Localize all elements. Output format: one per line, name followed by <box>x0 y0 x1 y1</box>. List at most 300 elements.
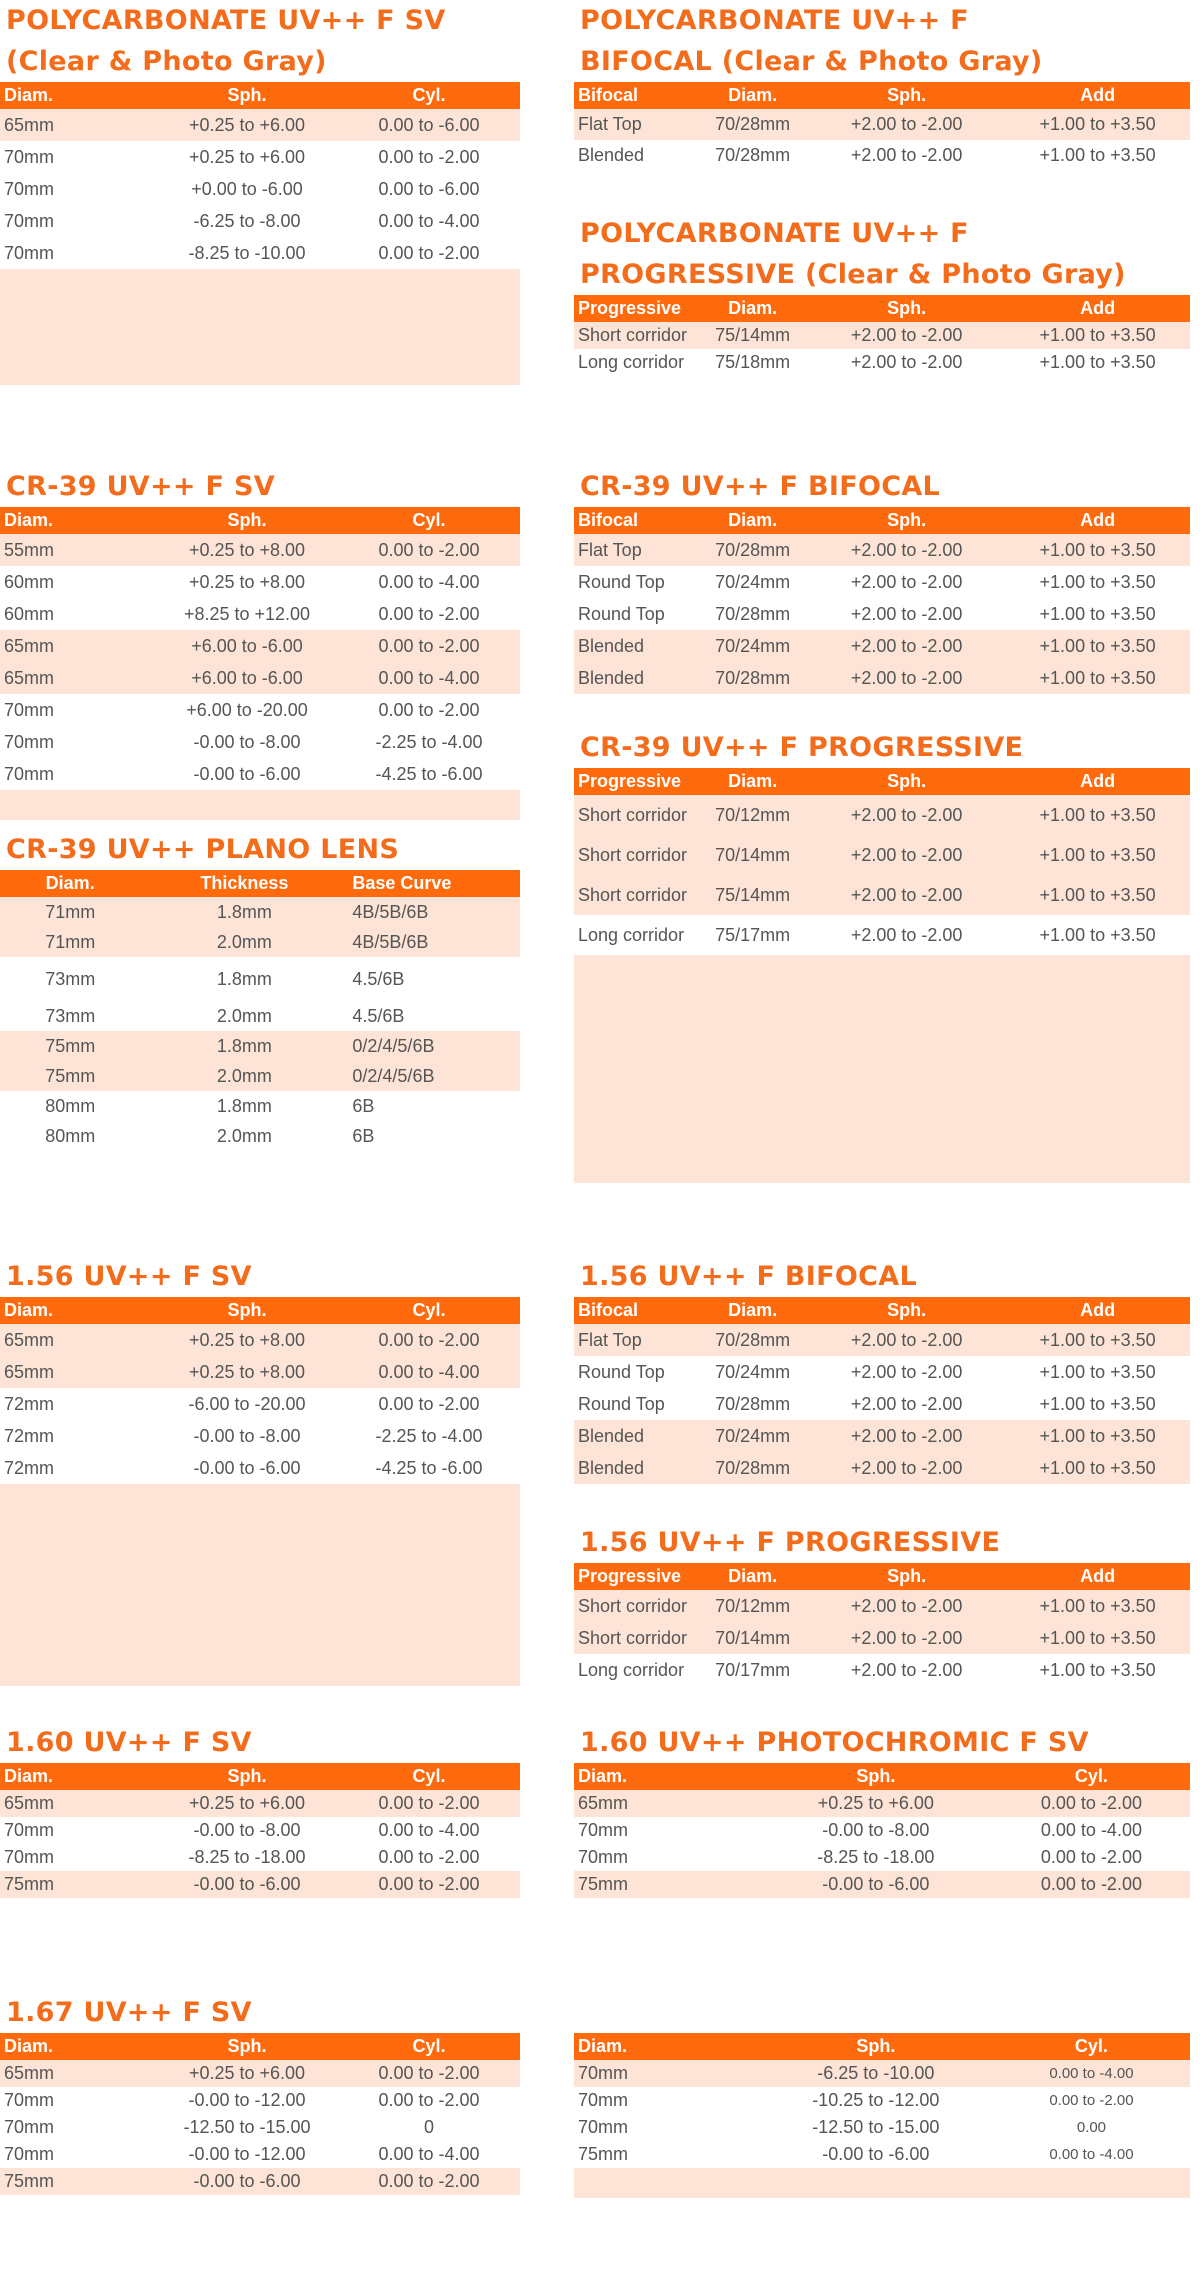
table-cell: -6.25 to -10.00 <box>759 2060 993 2087</box>
index-156-bifocal-section <box>574 1256 1190 1484</box>
table-cell: 0.00 to -2.00 <box>993 1790 1190 1817</box>
table-cell: 0/2/4/5/6B <box>348 1031 520 1061</box>
table-row <box>0 927 520 957</box>
cr39-bifocal-section <box>574 466 1190 694</box>
table-cell: 1.8mm <box>140 1031 348 1061</box>
table-cell: 75/17mm <box>715 924 791 945</box>
table-cell: -6.00 to -20.00 <box>188 1393 306 1414</box>
section-title: 1.60 UV++ PHOTOCHROMIC F SV <box>580 1727 1089 1758</box>
table-cell: 0.00 to -4.00 <box>993 2060 1190 2087</box>
poly-progressive-section <box>574 213 1190 376</box>
index-160-photochromic-section <box>574 1722 1190 1898</box>
table-cell: 2.0mm <box>216 1005 272 1026</box>
table-cell: 70mm <box>4 2117 55 2137</box>
table-cell: +2.00 to -2.00 <box>808 630 1005 662</box>
table-cell: -8.25 to -10.00 <box>188 242 306 263</box>
table-cell: 70/28mm <box>697 534 808 566</box>
spec-table <box>574 1563 1190 1686</box>
header-diam: Diam. <box>0 2033 156 2060</box>
header-add: Add <box>1005 82 1190 109</box>
table-cell: 60mm <box>4 603 55 624</box>
table-row <box>574 1817 1190 1844</box>
table-row <box>574 349 1190 376</box>
table-row <box>0 726 520 758</box>
table-cell: Short corridor <box>574 835 697 875</box>
table-cell: -10.25 to -12.00 <box>812 2090 940 2110</box>
shaded-filler <box>0 269 520 385</box>
table-row <box>0 1844 520 1871</box>
table-cell: 0.00 to -2.00 <box>378 603 480 624</box>
table-cell: 0.00 to -4.00 <box>338 662 520 694</box>
table-cell: +6.00 to -6.00 <box>156 662 338 694</box>
table-cell: Round Top <box>578 1361 665 1382</box>
table-cell: 72mm <box>4 1393 55 1414</box>
table-cell: 0.00 to -2.00 <box>338 2060 520 2087</box>
header-sph: Sph. <box>156 82 338 109</box>
spec-table <box>0 2033 520 2195</box>
table-row <box>574 2141 1190 2168</box>
table-cell: 2.0mm <box>140 927 348 957</box>
table-cell: 2.0mm <box>216 1125 272 1146</box>
table-cell: 0.00 to -2.00 <box>338 1324 520 1356</box>
table-row <box>574 1324 1190 1356</box>
table-cell: -6.25 to -8.00 <box>193 210 301 231</box>
header-cyl: Cyl. <box>338 1297 520 1324</box>
header-sph: Sph. <box>759 2033 993 2060</box>
table-cell: Long corridor <box>578 1659 685 1680</box>
table-cell: +2.00 to -2.00 <box>850 571 963 592</box>
table-cell: Short corridor <box>574 1590 697 1622</box>
table-cell: 0.00 to -2.00 <box>1049 2092 1134 2109</box>
spec-table <box>0 507 520 790</box>
section-title: CR-39 UV++ PLANO LENS <box>6 834 400 865</box>
header-sph: Sph. <box>759 1763 993 1790</box>
table-cell: 0.00 to -4.00 <box>378 210 480 231</box>
table-cell: 75mm <box>0 2168 156 2195</box>
table-row <box>0 566 520 598</box>
table-cell: 75/14mm <box>697 875 808 915</box>
table-row <box>0 1420 520 1452</box>
table-row <box>574 1452 1190 1484</box>
table-cell: +1.00 to +3.50 <box>1039 1361 1156 1382</box>
table-cell: 0/2/4/5/6B <box>348 1061 520 1091</box>
table-cell: 65mm <box>0 2060 156 2087</box>
table-cell: -0.00 to -6.00 <box>193 1457 301 1478</box>
header-diam: Diam. <box>0 1297 156 1324</box>
table-cell: +1.00 to +3.50 <box>1005 875 1190 915</box>
table-cell: Blended <box>574 1420 697 1452</box>
table-cell: +2.00 to -2.00 <box>850 1361 963 1382</box>
table-cell: -0.00 to -8.00 <box>193 1820 301 1840</box>
table-cell: 70/28mm <box>715 603 791 624</box>
table-cell: +2.00 to -2.00 <box>808 1420 1005 1452</box>
table-row <box>0 534 520 566</box>
table-row <box>574 534 1190 566</box>
table-cell: 72mm <box>4 1457 55 1478</box>
table-cell: 75mm <box>574 1871 759 1898</box>
table-cell: 75mm <box>0 1871 156 1898</box>
spec-table <box>574 82 1190 171</box>
header-add: Add <box>1005 768 1190 795</box>
table-row <box>574 109 1190 140</box>
table-cell: -12.50 to -15.00 <box>812 2117 940 2137</box>
table-cell: +1.00 to +3.50 <box>1039 352 1156 372</box>
table-row <box>574 2114 1190 2141</box>
table-cell: -0.00 to -8.00 <box>193 1425 301 1446</box>
section-subtitle: BIFOCAL (Clear & Photo Gray) <box>580 46 1043 77</box>
table-cell: Blended <box>578 145 645 165</box>
table-cell: 75mm <box>0 1031 140 1061</box>
table-cell: Blended <box>574 662 697 694</box>
table-cell: 60mm <box>4 571 55 592</box>
table-cell: 70/17mm <box>715 1659 791 1680</box>
table-cell: +2.00 to -2.00 <box>808 875 1005 915</box>
table-row <box>574 1388 1190 1420</box>
table-cell: -12.50 to -15.00 <box>183 2117 311 2137</box>
table-cell: 4.5/6B <box>352 968 405 989</box>
table-cell: +1.00 to +3.50 <box>1039 571 1156 592</box>
table-row <box>574 915 1190 955</box>
section-title: 1.60 UV++ F SV <box>6 1727 252 1758</box>
table-cell: 65mm <box>0 662 156 694</box>
table-row <box>0 2168 520 2195</box>
section-title: 1.56 UV++ F BIFOCAL <box>580 1261 917 1292</box>
table-cell: 70/28mm <box>697 662 808 694</box>
table-cell: 70/28mm <box>697 1324 808 1356</box>
table-row <box>0 2060 520 2087</box>
table-cell: -0.00 to -6.00 <box>156 1871 338 1898</box>
table-row <box>0 1790 520 1817</box>
table-cell: 70/14mm <box>697 1622 808 1654</box>
header-diam: Diam. <box>697 507 808 534</box>
table-cell: Long corridor <box>578 924 685 945</box>
table-cell: +0.25 to +6.00 <box>156 1790 338 1817</box>
table-row <box>0 141 520 173</box>
table-cell: 2.0mm <box>140 1061 348 1091</box>
header-add: Add <box>1005 1563 1190 1590</box>
header-sph: Sph. <box>156 1297 338 1324</box>
table-cell: +1.00 to +3.50 <box>1005 662 1190 694</box>
table-cell: +6.00 to -20.00 <box>186 699 308 720</box>
table-cell: 0.00 to -2.00 <box>338 534 520 566</box>
table-cell: +2.00 to -2.00 <box>808 835 1005 875</box>
table-cell: 70/12mm <box>697 1590 808 1622</box>
table-row <box>0 109 520 141</box>
table-cell: 70mm <box>4 1847 55 1867</box>
table-cell: 65mm <box>0 1324 156 1356</box>
table-row <box>574 630 1190 662</box>
table-cell: +0.25 to +8.00 <box>188 571 306 592</box>
header-cyl: Cyl. <box>993 1763 1190 1790</box>
table-cell: Flat Top <box>574 109 697 140</box>
table-row <box>0 173 520 205</box>
table-row <box>574 1420 1190 1452</box>
table-cell: -0.00 to -6.00 <box>759 1871 993 1898</box>
header-cyl: Cyl. <box>993 2033 1190 2060</box>
table-cell: 6B <box>352 1125 375 1146</box>
table-cell: +1.00 to +3.50 <box>1005 835 1190 875</box>
table-cell: Flat Top <box>574 1324 697 1356</box>
table-cell: 75mm <box>0 1061 140 1091</box>
table-cell: 70mm <box>4 2090 55 2110</box>
table-cell: 70/14mm <box>697 835 808 875</box>
table-cell: 0.00 to -2.00 <box>378 699 480 720</box>
section-title: 1.56 UV++ F PROGRESSIVE <box>580 1527 1001 1558</box>
table-row <box>574 1871 1190 1898</box>
header-sph: Sph. <box>808 768 1005 795</box>
table-cell: 70mm <box>578 1820 629 1840</box>
table-cell: +0.25 to +6.00 <box>156 109 338 141</box>
header-progressive: Progressive <box>574 1563 697 1590</box>
header-progressive: Progressive <box>574 295 697 322</box>
poly-bifocal-section <box>574 0 1190 171</box>
section-title: 1.67 UV++ F SV <box>6 1997 252 2028</box>
table-cell: +2.00 to -2.00 <box>850 352 963 372</box>
table-cell: 0.00 to -2.00 <box>378 146 480 167</box>
table-cell: 70/12mm <box>697 795 808 835</box>
table-cell: 0.00 to -4.00 <box>378 2144 480 2164</box>
spec-table <box>0 870 520 1151</box>
table-cell: 70mm <box>4 146 55 167</box>
table-cell: 70/28mm <box>697 109 808 140</box>
table-cell: 70mm <box>578 2117 629 2137</box>
section-title: CR-39 UV++ F BIFOCAL <box>580 471 941 502</box>
table-cell: +2.00 to -2.00 <box>808 1452 1005 1484</box>
table-cell: +0.25 to +8.00 <box>156 534 338 566</box>
table-row <box>0 1001 520 1031</box>
table-cell: +1.00 to +3.50 <box>1005 1324 1190 1356</box>
table-cell: 70/28mm <box>697 1452 808 1484</box>
table-cell: -8.25 to -18.00 <box>817 1847 935 1867</box>
table-cell: 70mm <box>4 178 55 199</box>
table-cell: 4B/5B/6B <box>348 897 520 927</box>
table-cell: +0.00 to -6.00 <box>191 178 303 199</box>
table-row <box>574 875 1190 915</box>
header-progressive: Progressive <box>574 768 697 795</box>
header-diam: Diam. <box>0 82 156 109</box>
table-cell: +1.00 to +3.50 <box>1039 145 1156 165</box>
table-row <box>0 1091 520 1121</box>
table-row <box>574 140 1190 171</box>
spec-table <box>0 1297 520 1484</box>
table-cell: 70mm <box>4 731 55 752</box>
table-cell: -0.00 to -6.00 <box>156 2168 338 2195</box>
header-diam: Diam. <box>0 507 156 534</box>
table-cell: -0.00 to -12.00 <box>188 2090 306 2110</box>
table-row <box>0 1121 520 1151</box>
table-cell: 70mm <box>4 2144 55 2164</box>
table-cell: 71mm <box>0 897 140 927</box>
header-cyl: Cyl. <box>338 1763 520 1790</box>
header-sph: Sph. <box>808 1563 1005 1590</box>
index-160-sv-section <box>0 1722 520 1898</box>
header-diam: Diam. <box>697 768 808 795</box>
table-cell: -4.25 to -6.00 <box>375 1457 483 1478</box>
table-row <box>0 694 520 726</box>
table-cell: 70mm <box>4 699 55 720</box>
table-cell: +0.25 to +6.00 <box>156 2060 338 2087</box>
header-diam: Diam. <box>574 1763 759 1790</box>
table-row <box>574 835 1190 875</box>
header-thickness: Thickness <box>140 870 348 897</box>
table-cell: Short corridor <box>574 795 697 835</box>
table-cell: 70/24mm <box>715 1361 791 1382</box>
header-diam: Diam. <box>697 1297 808 1324</box>
table-row <box>0 205 520 237</box>
table-cell: 73mm <box>45 1005 96 1026</box>
table-cell: 0.00 to -2.00 <box>338 2168 520 2195</box>
cr39-progressive-section <box>574 727 1190 1183</box>
section-title: POLYCARBONATE UV++ F <box>580 218 969 249</box>
table-cell: 1.8mm <box>140 897 348 927</box>
section-title: CR-39 UV++ F SV <box>6 471 275 502</box>
table-cell: 75/18mm <box>715 352 791 372</box>
cr39-sv-section <box>0 466 520 820</box>
table-cell: Blended <box>574 1452 697 1484</box>
table-cell: 70/24mm <box>715 571 791 592</box>
table-cell: +0.25 to +8.00 <box>156 1356 338 1388</box>
table-cell: Short corridor <box>574 322 697 349</box>
table-cell: 70mm <box>578 2090 629 2110</box>
table-row <box>574 2087 1190 2114</box>
table-cell: 70/28mm <box>715 1393 791 1414</box>
header-diam: Diam. <box>0 1763 156 1790</box>
table-row <box>574 662 1190 694</box>
table-cell: +1.00 to +3.50 <box>1039 924 1156 945</box>
table-cell: 75/14mm <box>697 322 808 349</box>
table-cell: 70mm <box>574 2060 759 2087</box>
table-row <box>0 1061 520 1091</box>
table-row <box>0 237 520 269</box>
table-cell: Round Top <box>578 603 665 624</box>
table-cell: 0.00 to -2.00 <box>338 1790 520 1817</box>
table-cell: +1.00 to +3.50 <box>1005 1452 1190 1484</box>
header-cyl: Cyl. <box>338 82 520 109</box>
table-cell: 0.00 to -4.00 <box>338 1356 520 1388</box>
header-bifocal: Bifocal <box>574 1297 697 1324</box>
table-cell: -8.25 to -18.00 <box>188 1847 306 1867</box>
table-cell: 70mm <box>4 210 55 231</box>
table-cell: 0.00 to -6.00 <box>338 109 520 141</box>
header-diam: Diam. <box>697 1563 808 1590</box>
table-cell: 70mm <box>4 242 55 263</box>
table-cell: +1.00 to +3.50 <box>1005 630 1190 662</box>
header-diam: Diam. <box>574 2033 759 2060</box>
table-cell: 4B/5B/6B <box>348 927 520 957</box>
shaded-filler <box>0 790 520 820</box>
header-bifocal: Bifocal <box>574 82 697 109</box>
spec-table <box>0 1763 520 1898</box>
table-row <box>0 630 520 662</box>
table-cell: 70mm <box>578 1847 629 1867</box>
poly-sv-section <box>0 0 520 385</box>
spec-table <box>574 1763 1190 1898</box>
table-cell: 0.00 to -2.00 <box>993 1871 1190 1898</box>
shaded-filler <box>574 955 1190 1183</box>
section-title: POLYCARBONATE UV++ F SV <box>6 5 446 36</box>
table-row <box>0 1452 520 1484</box>
table-row <box>0 758 520 790</box>
table-row <box>574 1654 1190 1686</box>
table-cell: 55mm <box>0 534 156 566</box>
cr39-plano-section <box>0 829 520 1151</box>
index-156-progressive-section <box>574 1522 1190 1686</box>
table-row <box>0 1817 520 1844</box>
table-cell: 0.00 to -2.00 <box>378 242 480 263</box>
table-cell: 0.00 to -4.00 <box>1040 1820 1142 1840</box>
table-row <box>574 795 1190 835</box>
table-row <box>0 1356 520 1388</box>
table-cell: 70/24mm <box>697 630 808 662</box>
table-row <box>574 1622 1190 1654</box>
table-cell: 0.00 to -4.00 <box>378 571 480 592</box>
table-cell: +2.00 to -2.00 <box>850 924 963 945</box>
table-row <box>574 1844 1190 1871</box>
table-cell: -0.00 to -12.00 <box>188 2144 306 2164</box>
table-row <box>0 1388 520 1420</box>
table-cell: +1.00 to +3.50 <box>1005 109 1190 140</box>
table-row <box>574 2060 1190 2087</box>
table-cell: Short corridor <box>574 1622 697 1654</box>
header-sph: Sph. <box>808 1297 1005 1324</box>
table-cell: -2.25 to -4.00 <box>375 731 483 752</box>
header-cyl: Cyl. <box>338 2033 520 2060</box>
table-cell: -2.25 to -4.00 <box>375 1425 483 1446</box>
table-cell: Short corridor <box>574 875 697 915</box>
table-cell: 71mm <box>0 927 140 957</box>
table-cell: 65mm <box>574 1790 759 1817</box>
table-row <box>0 2141 520 2168</box>
table-row <box>0 1031 520 1061</box>
table-cell: +2.00 to -2.00 <box>808 109 1005 140</box>
table-row <box>0 598 520 630</box>
table-cell: -0.00 to -6.00 <box>193 763 301 784</box>
table-cell: +1.00 to +3.50 <box>1005 795 1190 835</box>
table-row <box>0 662 520 694</box>
table-row <box>574 322 1190 349</box>
header-diam: Diam. <box>697 82 808 109</box>
table-row <box>0 2087 520 2114</box>
table-cell: 70/28mm <box>715 145 791 165</box>
table-cell: +0.25 to +6.00 <box>759 1790 993 1817</box>
table-cell: +1.00 to +3.50 <box>1039 603 1156 624</box>
table-cell: -0.00 to -8.00 <box>193 731 301 752</box>
table-cell: +2.00 to -2.00 <box>808 1622 1005 1654</box>
table-cell: 0.00 to -2.00 <box>378 2090 480 2110</box>
section-title: POLYCARBONATE UV++ F <box>580 5 969 36</box>
shaded-filler <box>574 2168 1190 2198</box>
header-sph: Sph. <box>156 507 338 534</box>
table-row <box>574 1790 1190 1817</box>
table-row <box>0 957 520 1001</box>
section-subtitle: PROGRESSIVE (Clear & Photo Gray) <box>580 259 1126 290</box>
table-cell: 0 <box>423 2117 434 2137</box>
table-cell: +2.00 to -2.00 <box>808 534 1005 566</box>
table-cell: +6.00 to -6.00 <box>156 630 338 662</box>
table-cell: +2.00 to -2.00 <box>850 1659 963 1680</box>
table-row <box>574 1356 1190 1388</box>
table-cell: +2.00 to -2.00 <box>808 662 1005 694</box>
header-add: Add <box>1005 1297 1190 1324</box>
table-cell: 0.00 <box>1076 2119 1107 2136</box>
header-sph: Sph. <box>808 295 1005 322</box>
table-cell: Round Top <box>578 1393 665 1414</box>
table-cell: +2.00 to -2.00 <box>808 1590 1005 1622</box>
table-cell: 65mm <box>0 109 156 141</box>
table-cell: +8.25 to +12.00 <box>183 603 311 624</box>
table-row <box>0 897 520 927</box>
header-cyl: Cyl. <box>338 507 520 534</box>
